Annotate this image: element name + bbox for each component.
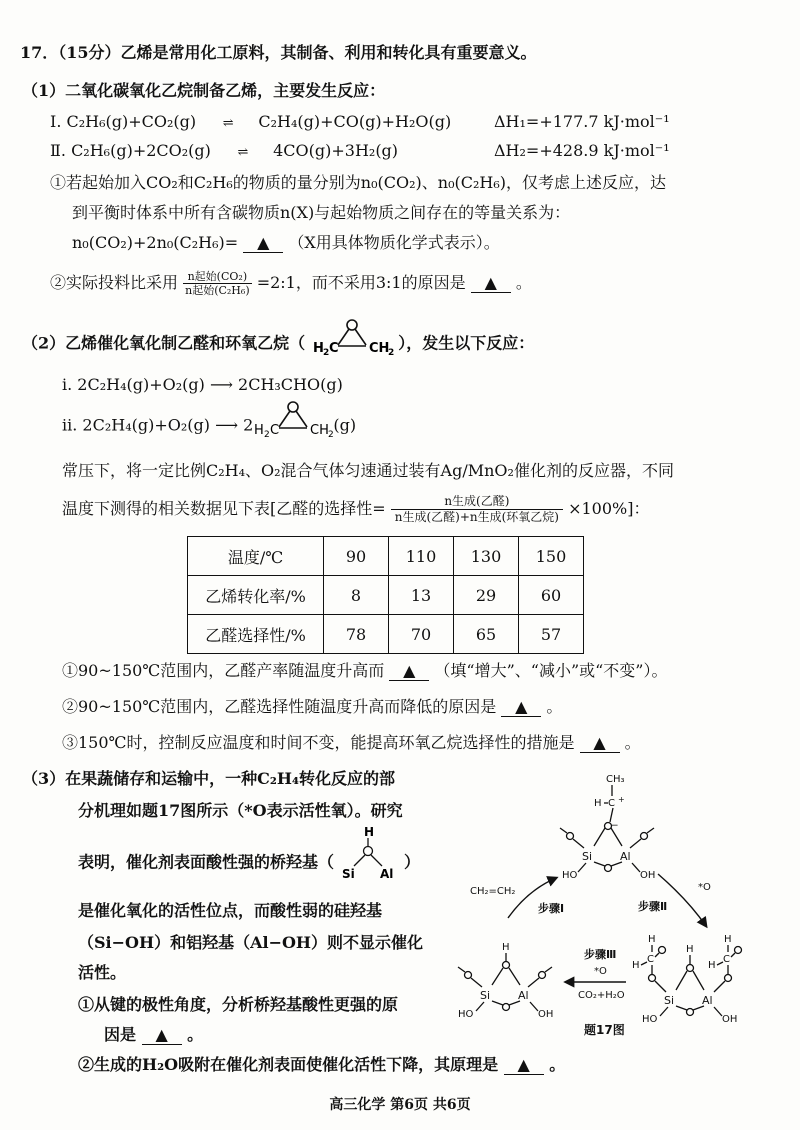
part1-q1-line3 xyxy=(72,232,500,254)
part3-line2: 分机理如题17图所示（*O表示活性氧）。研究 xyxy=(78,801,403,820)
table-header-cell: 150 xyxy=(519,537,584,576)
oxygen-label-2: *O xyxy=(594,966,607,977)
part1-q1-line2: 到平衡时体系中所有含碳物质n(X)与起始物质之间存在的等量关系为： xyxy=(72,203,571,222)
part3-line6: 活性。 xyxy=(78,963,127,982)
reaction-ii-state: (g) xyxy=(333,415,357,435)
svg-text:C: C xyxy=(723,954,730,965)
right-arrow-icon: ⟶ xyxy=(209,375,233,394)
blank-marker-icon: ▲ xyxy=(593,733,606,752)
right-intermediate xyxy=(632,934,742,1025)
svg-text:H: H xyxy=(632,960,640,971)
part3-q1-end: 。 xyxy=(187,1025,204,1044)
part1-q2-text-b: =2:1，而不采用3:1的原因是 xyxy=(256,273,466,292)
epoxide-product-icon xyxy=(253,400,333,438)
blank-marker-icon: ▲ xyxy=(257,233,270,252)
table-cell: 13 xyxy=(389,576,454,615)
svg-text:Si: Si xyxy=(664,994,675,1007)
bridging-hydroxyl-icon xyxy=(334,824,404,880)
table-row xyxy=(188,615,584,654)
svg-text:Al: Al xyxy=(380,867,394,881)
table-cell: 78 xyxy=(324,615,389,654)
table-cell: 29 xyxy=(454,576,519,615)
reaction-2-label: Ⅱ. xyxy=(50,141,66,160)
part2-q3-end: 。 xyxy=(624,733,641,752)
part2-paragraph-line2 xyxy=(62,494,650,525)
selectivity-fraction xyxy=(391,494,563,525)
svg-text:HO: HO xyxy=(642,1014,658,1025)
table-cell: 57 xyxy=(519,615,584,654)
question-header: 17．（15分）乙烯是常用化工原料，其制备、利用和转化具有重要意义。 xyxy=(20,43,537,62)
svg-text:2: 2 xyxy=(328,430,335,440)
blank-marker-icon: ▲ xyxy=(403,661,416,680)
table-header-cell: 110 xyxy=(389,537,454,576)
part2-intro xyxy=(22,332,534,356)
table-cell: 60 xyxy=(519,576,584,615)
part2-q3-text: ③150℃时，控制反应温度和时间不变，能提高环氧乙烷选择性的措施是 xyxy=(62,733,575,752)
svg-text:Si: Si xyxy=(342,867,355,881)
feed-ratio-numerator: n起始(CO₂) xyxy=(183,270,252,284)
feed-ratio-fraction xyxy=(183,270,252,297)
table-cell: 乙醛选择性/% xyxy=(188,615,324,654)
part2-paragraph-end: ×100%]： xyxy=(568,499,650,518)
left-catalyst xyxy=(458,942,553,1020)
svg-text:OH: OH xyxy=(538,1009,554,1020)
part3-line4: 是催化氧化的活性位点，而酸性弱的硅羟基 xyxy=(78,901,383,920)
reaction-i xyxy=(62,374,343,396)
svg-text:HO: HO xyxy=(458,1009,474,1020)
svg-text:HO: HO xyxy=(562,870,578,881)
table-row xyxy=(188,576,584,615)
table-cell: 乙烯转化率/% xyxy=(188,576,324,615)
svg-text:C: C xyxy=(647,954,654,965)
svg-text:H: H xyxy=(724,934,732,945)
reaction-ii-coef: 2 xyxy=(243,415,254,435)
part1-q1-expression: n₀(CO₂)+2n₀(C₂H₆)= xyxy=(72,233,239,252)
svg-text:CH: CH xyxy=(310,423,330,438)
svg-text:H: H xyxy=(312,341,324,356)
svg-text:2: 2 xyxy=(322,348,329,358)
part3-q1-line2 xyxy=(104,1024,203,1046)
reaction-1 xyxy=(50,111,451,135)
part2-paragraph-line1: 常压下，将一定比例C₂H₄、O₂混合气体匀速通过装有Ag/MnO₂催化剂的反应器，不同 xyxy=(62,461,674,480)
part3-line3-b: ） xyxy=(404,852,421,872)
selectivity-denominator: n生成(乙醛)+n生成(环氧乙烷) xyxy=(394,510,559,524)
reaction-1-label: Ⅰ. xyxy=(50,112,62,131)
table-header-cell: 130 xyxy=(454,537,519,576)
answer-blank[interactable] xyxy=(243,234,283,253)
svg-text:Al: Al xyxy=(702,994,713,1007)
reaction-2 xyxy=(50,140,398,164)
table-header-cell: 90 xyxy=(324,537,389,576)
right-arrow-icon: ⟶ xyxy=(215,415,239,435)
part1-q2 xyxy=(50,270,532,297)
svg-text:+: + xyxy=(618,795,625,804)
svg-text:CH: CH xyxy=(368,341,390,356)
svg-text:H: H xyxy=(502,942,510,953)
selectivity-numerator: n生成(乙醛) xyxy=(391,494,563,510)
blank-marker-icon: ▲ xyxy=(517,1055,530,1074)
part3-q1-text: 因是 xyxy=(104,1025,137,1044)
svg-text:Si: Si xyxy=(582,850,593,863)
part2-q1 xyxy=(62,660,668,682)
part2-q1-note: （填“增大”、“减小”或“不变”）。 xyxy=(434,661,668,680)
part3-line3 xyxy=(78,825,421,881)
part2-paragraph-text: 温度下测得的相关数据见下表[乙醛的选择性= xyxy=(62,499,386,518)
reactant-label: CH₂=CH₂ xyxy=(470,886,516,897)
svg-text:Si: Si xyxy=(480,989,491,1002)
answer-blank[interactable] xyxy=(389,662,429,681)
table-cell: 8 xyxy=(324,576,389,615)
answer-blank[interactable] xyxy=(471,274,511,293)
blank-marker-icon: ▲ xyxy=(484,273,497,292)
svg-text:Al: Al xyxy=(518,989,529,1002)
svg-text:OH: OH xyxy=(722,1014,738,1025)
svg-text:C: C xyxy=(328,341,339,356)
part2-q3 xyxy=(62,732,641,754)
reaction-i-product: 2CH₃CHO(g) xyxy=(238,375,343,394)
feed-ratio-denominator: n起始(C₂H₆) xyxy=(185,284,250,297)
reaction-i-label: i. xyxy=(62,375,73,394)
reaction-ii-left: 2C₂H₄(g)+O₂(g) xyxy=(82,415,211,435)
svg-text:H: H xyxy=(708,960,716,971)
reaction-2-left: C₂H₆(g)+2CO₂(g) xyxy=(71,141,211,160)
svg-text:2: 2 xyxy=(264,430,271,440)
reaction-ii xyxy=(62,414,356,438)
page-footer: 高三化学 第6页 共6页 xyxy=(329,1097,471,1113)
svg-text:H: H xyxy=(594,798,602,809)
part1-intro: （1）二氧化碳氧化乙烷制备乙烯，主要发生反应： xyxy=(22,81,386,100)
part2-intro-a: （2）乙烯催化氧化制乙醛和环氧乙烷（ xyxy=(22,333,306,353)
part3-q1-line1: ①从键的极性角度，分析桥羟基酸性更强的原 xyxy=(78,995,399,1014)
step1-label: 步骤Ⅰ xyxy=(538,902,565,915)
reaction-2-enthalpy: ΔH₂=+428.9 kJ·mol⁻¹ xyxy=(494,141,670,160)
reaction-1-left: C₂H₆(g)+CO₂(g) xyxy=(66,112,197,131)
part2-q2 xyxy=(62,696,562,718)
blank-marker-icon: ▲ xyxy=(155,1025,168,1044)
table-header-cell: 温度/℃ xyxy=(188,537,324,576)
part3-line5: （Si−OH）和铝羟基（Al−OH）则不显示催化 xyxy=(78,933,424,952)
svg-text:H: H xyxy=(648,934,656,945)
reaction-1-enthalpy: ΔH₁=+177.7 kJ·mol⁻¹ xyxy=(494,112,670,131)
svg-text:CH₃: CH₃ xyxy=(606,774,625,785)
top-intermediate xyxy=(560,774,655,881)
svg-text:Al: Al xyxy=(620,850,631,863)
reaction-i-left: 2C₂H₄(g)+O₂(g) xyxy=(77,375,205,394)
answer-blank[interactable] xyxy=(580,734,620,753)
part2-q1-text: ①90~150℃范围内，乙醛产率随温度升高而 xyxy=(62,661,385,680)
equilibrium-arrow-icon: ⇌ xyxy=(222,116,232,131)
part3-q2-end: 。 xyxy=(549,1055,566,1074)
epoxide-structure-icon xyxy=(311,318,393,356)
part1-q2-text-a: ②实际投料比采用 xyxy=(50,273,179,292)
svg-text:H: H xyxy=(364,825,375,839)
svg-text:C: C xyxy=(608,798,615,809)
data-table xyxy=(187,536,584,654)
part2-intro-b: ），发生以下反应： xyxy=(398,333,535,353)
table-cell: 65 xyxy=(454,615,519,654)
part3-q2-text: ②生成的H₂O吸附在催化剂表面使催化活性下降，其原理是 xyxy=(78,1055,499,1074)
part2-q2-text: ②90~150℃范围内，乙醛选择性随温度升高而降低的原因是 xyxy=(62,697,497,716)
part3-line1: （3）在果蔬储存和运输中，一种C₂H₄转化反应的部 xyxy=(22,769,396,788)
reaction-1-right: C₂H₄(g)+CO(g)+H₂O(g) xyxy=(258,112,452,131)
mechanism-figure xyxy=(448,770,798,1060)
figure-caption: 题17图 xyxy=(584,1023,625,1037)
svg-text:C: C xyxy=(270,423,280,438)
svg-text:H: H xyxy=(254,423,265,438)
step2-label: 步骤Ⅱ xyxy=(638,900,668,913)
table-cell: 70 xyxy=(389,615,454,654)
svg-text:−: − xyxy=(611,821,619,831)
reaction-2-right: 4CO(g)+3H₂(g) xyxy=(273,141,399,160)
svg-text:OH: OH xyxy=(640,870,656,881)
equilibrium-arrow-icon: ⇌ xyxy=(237,145,247,160)
reaction-ii-label: ii. xyxy=(62,415,78,435)
oxygen-label-1: *O xyxy=(698,882,711,893)
part1-q1-note: （X用具体物质化学式表示）。 xyxy=(288,233,500,252)
part1-q1-line1: ①若起始加入CO₂和C₂H₆的物质的量分别为n₀(CO₂)、n₀(C₂H₆)，仅考虑上述反应，达 xyxy=(50,173,667,192)
table-header-row xyxy=(188,537,584,576)
svg-text:2: 2 xyxy=(387,348,394,358)
part1-q2-end: 。 xyxy=(515,273,532,292)
products-label: CO₂+H₂O xyxy=(578,990,625,1001)
svg-text:H: H xyxy=(686,944,694,955)
blank-marker-icon: ▲ xyxy=(515,697,528,716)
answer-blank[interactable] xyxy=(142,1026,182,1045)
answer-blank[interactable] xyxy=(501,698,541,717)
part3-line3-a: 表明，催化剂表面酸性强的桥羟基（ xyxy=(78,852,335,872)
part2-q2-end: 。 xyxy=(546,697,563,716)
step3-label: 步骤Ⅲ xyxy=(584,948,617,961)
